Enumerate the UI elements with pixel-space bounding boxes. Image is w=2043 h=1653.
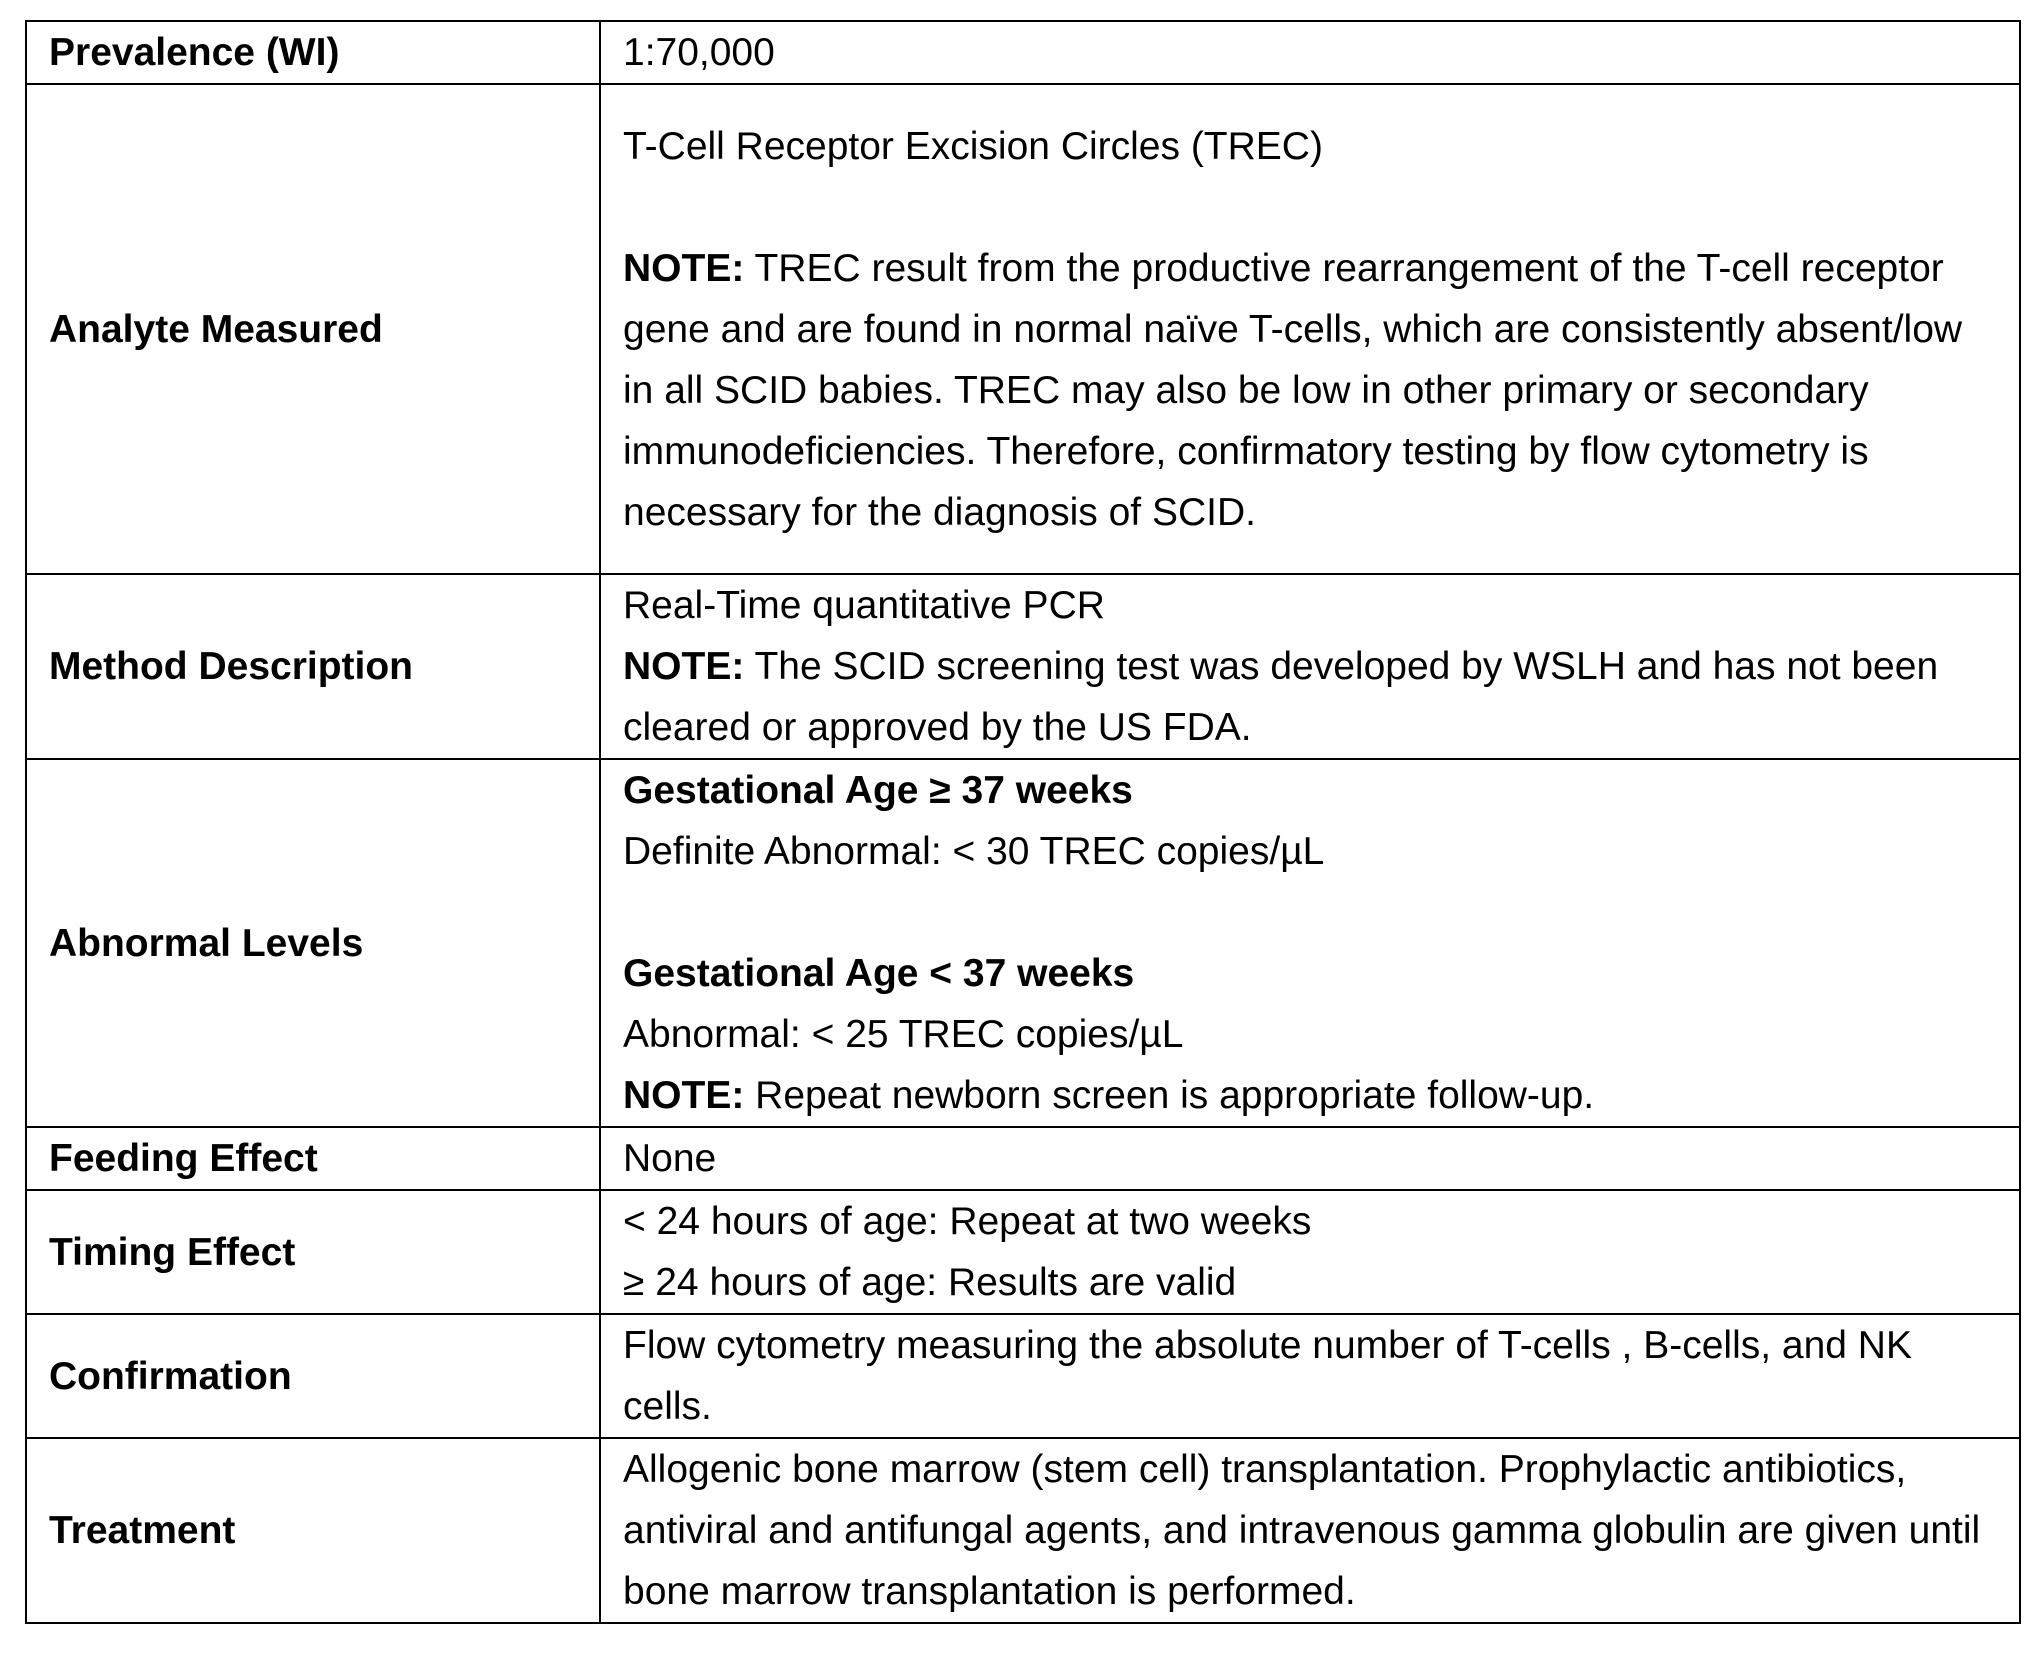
table-row-timing-effect	[26, 1190, 2020, 1314]
row-value-analyte	[600, 84, 2020, 574]
note-label: NOTE:	[623, 645, 745, 688]
table-row-analyte	[26, 84, 2020, 574]
row-label-timing-effect: Timing Effect	[26, 1190, 600, 1314]
row-label-abnormal-levels: Abnormal Levels	[26, 759, 600, 1127]
row-value-method	[600, 574, 2020, 759]
row-value-feeding-effect: None	[600, 1127, 2020, 1190]
method-note	[623, 636, 1999, 758]
threshold-preterm: Abnormal: < 25 TREC copies/µL	[623, 1013, 1184, 1056]
row-value-treatment: Allogenic bone marrow (stem cell) transplantation. Prophylactic antibiotics, antiviral and antifungal agents, and intravenous gamma globulin are given until bone marrow transplantation is performed.	[600, 1438, 2020, 1623]
method-name: Real-Time quantitative PCR	[623, 584, 1105, 627]
gestational-age-heading-term: Gestational Age ≥ 37 weeks	[623, 769, 1133, 812]
table-row-abnormal-levels	[26, 759, 2020, 1127]
row-label-confirmation: Confirmation	[26, 1314, 600, 1438]
row-value-prevalence: 1:70,000	[600, 21, 2020, 84]
timing-line-over-24h: ≥ 24 hours of age: Results are valid	[623, 1261, 1237, 1304]
row-label-prevalence: Prevalence (WI)	[26, 21, 600, 84]
note-label: NOTE:	[623, 1074, 745, 1117]
note-text: The SCID screening test was developed by WSLH and has not been cleared or approved by the US FDA.	[623, 645, 1939, 749]
note-text: Repeat newborn screen is appropriate follow-up.	[744, 1074, 1595, 1117]
note-text: TREC result from the productive rearrangement of the T-cell receptor gene and are found in normal naïve T-cells, which are consistently absent/low in all SCID babies. TREC may also be low in other primary or secondary immunodeficiencies. Therefore, confirmatory testing by flow cytometry is necessary for the diagnosis of SCID.	[623, 246, 1963, 534]
row-label-feeding-effect: Feeding Effect	[26, 1127, 600, 1190]
note-label: NOTE:	[623, 246, 745, 290]
row-label-treatment: Treatment	[26, 1438, 600, 1623]
abnormal-note	[623, 1065, 1999, 1126]
spacer	[623, 177, 1999, 238]
row-value-abnormal-levels	[600, 759, 2020, 1127]
analyte-note	[623, 238, 1999, 543]
timing-line-under-24h: < 24 hours of age: Repeat at two weeks	[623, 1200, 1312, 1243]
threshold-term: Definite Abnormal: < 30 TREC copies/µL	[623, 830, 1325, 873]
table-row-treatment	[26, 1438, 2020, 1623]
analyte-name: T-Cell Receptor Excision Circles (TREC)	[623, 124, 1323, 168]
gestational-age-heading-preterm: Gestational Age < 37 weeks	[623, 952, 1135, 995]
row-value-confirmation: Flow cytometry measuring the absolute number of T-cells , B-cells, and NK cells.	[600, 1314, 2020, 1438]
table-row-prevalence	[26, 21, 2020, 84]
newborn-screening-info-table	[25, 20, 2021, 1624]
row-label-method: Method Description	[26, 574, 600, 759]
row-label-analyte: Analyte Measured	[26, 84, 600, 574]
spacer	[623, 882, 1999, 943]
table-row-confirmation	[26, 1314, 2020, 1438]
table-row-method	[26, 574, 2020, 759]
table-row-feeding-effect	[26, 1127, 2020, 1190]
row-value-timing-effect	[600, 1190, 2020, 1314]
